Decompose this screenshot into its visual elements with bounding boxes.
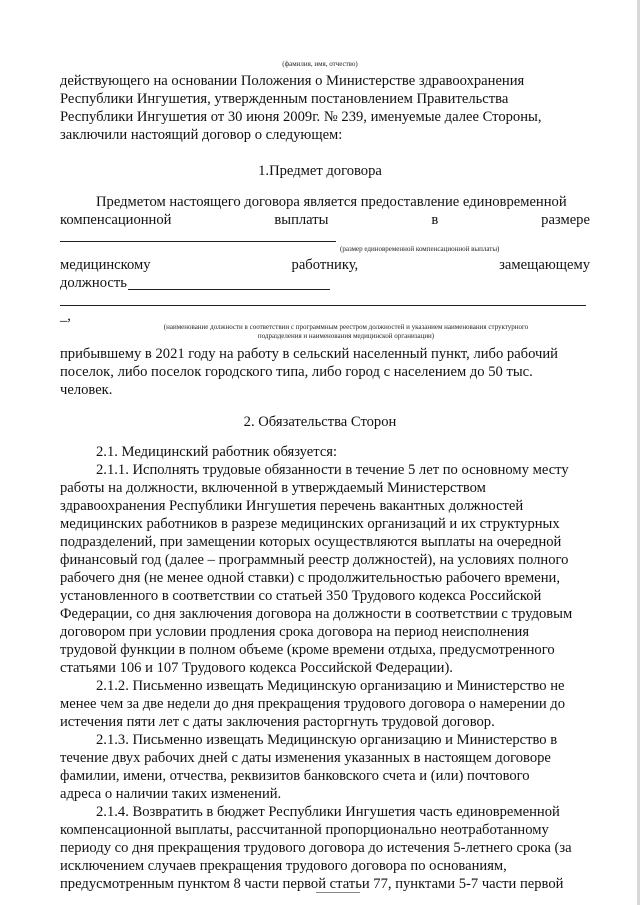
section-1-line-1: Предметом настоящего договора является предоставление единовременной: [96, 194, 567, 210]
position-label: должность: [60, 275, 127, 291]
intro-line-4: заключили настоящий договор о следующем:: [60, 127, 343, 143]
section-1-line-2: [60, 211, 590, 229]
clause-2-1-1-line-12: статьями 106 и 107 Трудового кодекса Российской Федерации).: [60, 660, 453, 676]
amount-caption: (размер единовременной компенсационной выплаты): [340, 245, 500, 253]
clause-2-1-4-line-3: периоду со дня прекращения трудового договора до истечения 5-летнего срока (за: [60, 840, 572, 856]
position-blank-line-short: [128, 289, 330, 290]
clause-2-1-1-line-7: рабочего дня (не менее одной ставки) с продолжительностью рабочего времени,: [60, 570, 560, 586]
position-caption-1: (наименование должности в соответствии с программным реестром должностей и указанием наименования структурного: [163, 323, 529, 331]
clause-2-1-1-line-2: работы на должности, включенной в утверждаемый Министерством: [60, 480, 486, 496]
intro-line-3: Республики Ингушетия от 30 июня 2009г. № 239, именуемые далее Стороны,: [60, 109, 542, 125]
clause-2-1-3-line-3: фамилии, имени, отчества, реквизитов банковского счета и (или) почтового: [60, 768, 530, 784]
intro-line-1: действующего на основании Положения о Министерстве здравоохранения: [60, 73, 525, 89]
clause-2-1-1-line-5: подразделений, при замещении которых осуществляются выплаты на очередной: [60, 534, 562, 550]
word: компенсационной: [60, 212, 172, 228]
page-footer-mark: [316, 892, 360, 893]
arrival-line-3: человек.: [60, 382, 113, 398]
word: в: [431, 212, 439, 228]
clause-2-1-2-line-3: истечения пяти лет с даты заключения расторгнуть трудовой договор.: [60, 714, 495, 730]
clause-2-1-4-line-4: исключением случаев прекращения трудового договора по основаниям,: [60, 858, 507, 874]
arrival-line-1: прибывшему в 2021 году на работу в сельский населенный пункт, либо рабочий: [60, 346, 558, 362]
clause-2-1-4-line-1: 2.1.4. Возвратить в бюджет Республики Ингушетия часть единовременной: [96, 804, 560, 820]
clause-2-1-1-line-4: медицинских работников в разрезе медицинских организаций и их структурных: [60, 516, 560, 532]
clause-2-1-2-line-2: менее чем за две недели до дня прекращения трудового договора о намерении до: [60, 696, 566, 712]
word: работнику,: [291, 257, 359, 273]
clause-2-1-4-line-2: компенсационной выплаты, рассчитанной пропорционально неотработанному: [60, 822, 549, 838]
word: медицинскому: [60, 257, 151, 273]
amount-blank-line: [60, 241, 336, 242]
section-1-title: 1.Предмет договора: [258, 163, 382, 179]
clause-2-1-1-line-11: трудовой функции в полном объеме (кроме времени отдыха, предусмотренного: [60, 642, 555, 658]
word: выплаты: [274, 212, 329, 228]
section-1-line-3: [60, 256, 590, 274]
clause-2-1-1-line-10: договором при условии продления срока договора на период неисполнения: [60, 624, 530, 640]
position-blank-line-long: [60, 305, 586, 306]
clause-2-1: 2.1. Медицинский работник обязуется:: [96, 444, 338, 460]
clause-2-1-3-line-4: адреса о наличии таких изменений.: [60, 786, 282, 802]
clause-2-1-2-line-1: 2.1.2. Письменно извещать Медицинскую организацию и Министерство не: [96, 678, 565, 694]
word: размере: [541, 212, 590, 228]
clause-2-1-3-line-1: 2.1.3. Письменно извещать Медицинскую организацию и Министерство в: [96, 732, 558, 748]
name-field-caption: (фамилия, имя, отчество): [282, 60, 358, 68]
section-2-title: 2. Обязательства Сторон: [243, 414, 397, 430]
clause-2-1-1-line-8: установленного в соответствии со статьей 350 Трудового кодекса Российской: [60, 588, 542, 604]
intro-line-2: Республики Ингушетия, утвержденным постановлением Правительства: [60, 91, 509, 107]
clause-2-1-3-line-2: течение двух рабочих дней с даты изменения указанных в настоящем договоре: [60, 750, 551, 766]
position-comma: _,: [60, 308, 71, 324]
position-caption-2: подразделения и наименования медицинской организации): [257, 332, 435, 340]
word: замещающему: [499, 257, 590, 273]
clause-2-1-4-line-5: предусмотренным пунктом 8 части первой статьи 77, пунктами 5-7 части первой: [60, 876, 564, 892]
clause-2-1-1-line-1: 2.1.1. Исполнять трудовые обязанности в течение 5 лет по основному месту: [96, 462, 569, 478]
clause-2-1-1-line-3: здравоохранения Республики Ингушетия перечень вакантных должностей: [60, 498, 524, 514]
clause-2-1-1-line-9: Федерации, со дня заключения договора на должности в соответствии с трудовым: [60, 606, 573, 622]
arrival-line-2: поселок, либо поселок городского типа, либо город с населением до 50 тыс.: [60, 364, 533, 380]
clause-2-1-1-line-6: финансовый год (далее – программный реестр должностей), на условиях полного: [60, 552, 569, 568]
